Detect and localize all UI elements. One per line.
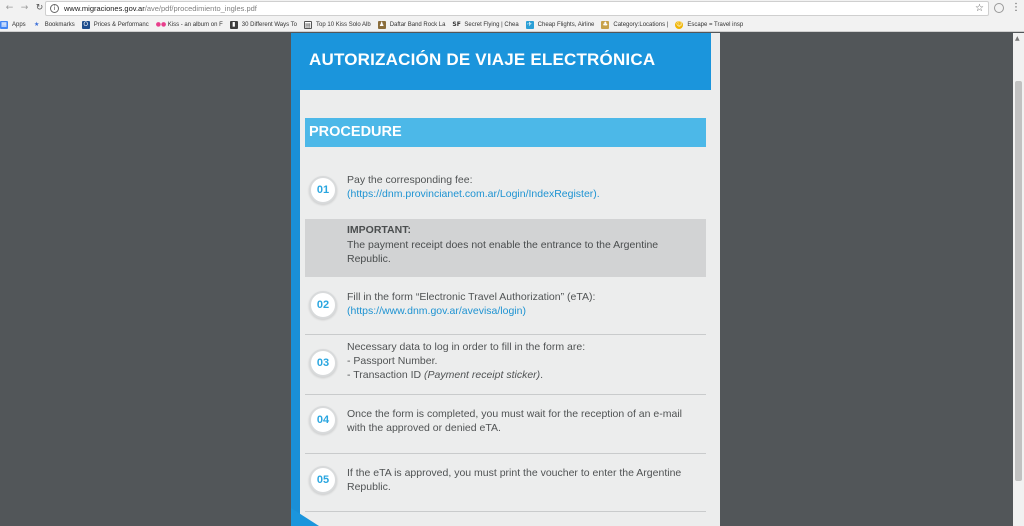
- step-number-badge: [309, 349, 337, 377]
- step-detail: [347, 368, 702, 382]
- bookmarks-bar: [0, 18, 1024, 31]
- page-title: AUTORIZACIÓN DE VIAJE ELECTRÓNICA: [309, 50, 656, 69]
- bookmark-label: Cheap Flights, Airline: [537, 21, 595, 28]
- category-icon: ♣: [602, 20, 609, 28]
- step-number: 02: [316, 299, 330, 311]
- step-text: If the eTA is approved, you must print the voucher to enter the Argentine Republic.: [347, 467, 682, 493]
- bookmark-label: Apps: [12, 21, 26, 28]
- step-divider: [305, 394, 706, 395]
- step-link[interactable]: (https://dnm.provincianet.com.ar/Login/IndexRegister).: [347, 188, 600, 200]
- bookmark-star-icon[interactable]: ☆: [975, 3, 984, 14]
- step-detail-suffix: .: [540, 369, 544, 381]
- procedure-title: PROCEDURE: [309, 124, 402, 140]
- bookmark-icon: ▤: [305, 21, 311, 29]
- corner-decoration: [291, 508, 319, 526]
- step-number-badge: [309, 466, 337, 494]
- sf-icon: SF: [452, 20, 461, 28]
- step-text: Once the form is completed, you must wait for the reception of an e-mail with the approved or denied eTA.: [347, 408, 682, 434]
- back-arrow-icon[interactable]: ←: [5, 3, 14, 13]
- url-path: /ave/pdf/procedimiento_ingles.pdf: [144, 4, 257, 13]
- step-text: [347, 290, 702, 318]
- bookmark-30-ways[interactable]: [230, 21, 297, 29]
- bookmark-prices[interactable]: [82, 21, 149, 29]
- step-number: 03: [316, 357, 330, 369]
- browser-chrome: [0, 0, 1024, 32]
- bookmark-cheap-flights[interactable]: [526, 21, 595, 29]
- step-item: [305, 337, 706, 395]
- step-divider: [305, 511, 706, 512]
- step-number: 05: [316, 474, 330, 486]
- important-text: The payment receipt does not enable the entrance to the Argentine Republic.: [347, 239, 659, 265]
- step-item: [305, 171, 706, 215]
- step-text: [347, 173, 702, 201]
- step-detail-italic: (Payment receipt sticker): [424, 369, 541, 381]
- bookmark-daftar-band[interactable]: [378, 21, 446, 29]
- step-text: [347, 340, 702, 382]
- step-description: Pay the corresponding fee:: [347, 174, 473, 186]
- bookmark-label: Prices & Performanc: [93, 21, 149, 28]
- bookmark-label: Bookmarks: [44, 21, 75, 28]
- step-item: [305, 287, 706, 335]
- bookmark-label: Category:Locations |: [613, 21, 669, 28]
- address-bar[interactable]: [45, 1, 989, 16]
- bookmark-apps[interactable]: [0, 21, 26, 29]
- o-logo-icon: O: [83, 20, 89, 28]
- step-number-badge: [309, 406, 337, 434]
- step-number-badge: [309, 291, 337, 319]
- flickr-icon: ●●: [155, 20, 167, 28]
- bookmark-escape[interactable]: [675, 21, 743, 29]
- bookmark-icon: ▮: [230, 21, 238, 29]
- bookmark-label: Escape = Travel insp: [687, 21, 744, 28]
- step-description: Fill in the form “Electronic Travel Authorization” (eTA):: [347, 291, 596, 303]
- scrollbar-thumb[interactable]: [1015, 81, 1022, 481]
- bookmark-label: Top 10 Kiss Solo Alb: [316, 21, 371, 28]
- step-number: 04: [316, 414, 330, 426]
- step-item: [305, 457, 706, 515]
- step-divider: [305, 453, 706, 454]
- vertical-scrollbar[interactable]: [1013, 33, 1024, 526]
- procedure-header: [305, 118, 706, 147]
- bookmark-category-locations[interactable]: [601, 21, 668, 29]
- bookmark-label: 30 Different Ways To: [241, 21, 298, 28]
- step-link[interactable]: (https://www.dnm.gov.ar/avevisa/login): [347, 305, 526, 317]
- step-description: Necessary data to log in order to fill in the form are:: [347, 341, 586, 353]
- step-divider: [305, 334, 706, 335]
- step-detail-prefix: - Transaction ID: [347, 369, 425, 381]
- escape-icon: ☺: [676, 20, 683, 28]
- info-icon[interactable]: i: [50, 4, 59, 13]
- url-text[interactable]: [64, 4, 257, 13]
- title-banner: [291, 33, 720, 90]
- bookmark-secret-flying[interactable]: [452, 21, 518, 29]
- forward-arrow-icon[interactable]: →: [20, 3, 29, 13]
- bookmark-kiss-album[interactable]: [156, 21, 223, 29]
- step-number-badge: [309, 176, 337, 204]
- address-row: [0, 0, 1024, 17]
- star-icon: ★: [33, 20, 40, 28]
- scroll-up-arrow-icon[interactable]: ▲: [1015, 35, 1020, 42]
- person-icon: ♟: [379, 20, 385, 28]
- step-item: [305, 397, 706, 454]
- reload-icon[interactable]: ↻: [35, 3, 44, 13]
- bookmark-top10-kiss[interactable]: [304, 21, 371, 29]
- bookmark-label: Daftar Band Rock La: [389, 21, 446, 28]
- step-number: 01: [316, 184, 330, 196]
- apps-grid-icon: ▦: [1, 20, 7, 28]
- extension-icon[interactable]: [994, 3, 1004, 13]
- pdf-page: [291, 33, 720, 526]
- bookmark-label: Kiss - an album on F: [167, 21, 223, 28]
- step-detail: - Passport Number.: [347, 355, 438, 367]
- browser-menu-icon[interactable]: ⋮: [1011, 2, 1021, 13]
- bookmark-bookmarks[interactable]: [33, 21, 75, 29]
- bookmark-label: Secret Flying | Chea: [464, 21, 519, 28]
- important-notice: [305, 219, 706, 277]
- important-title: IMPORTANT:: [347, 224, 411, 236]
- flight-icon: ✈: [527, 20, 533, 28]
- url-host: www.migraciones.gov.ar: [64, 4, 145, 13]
